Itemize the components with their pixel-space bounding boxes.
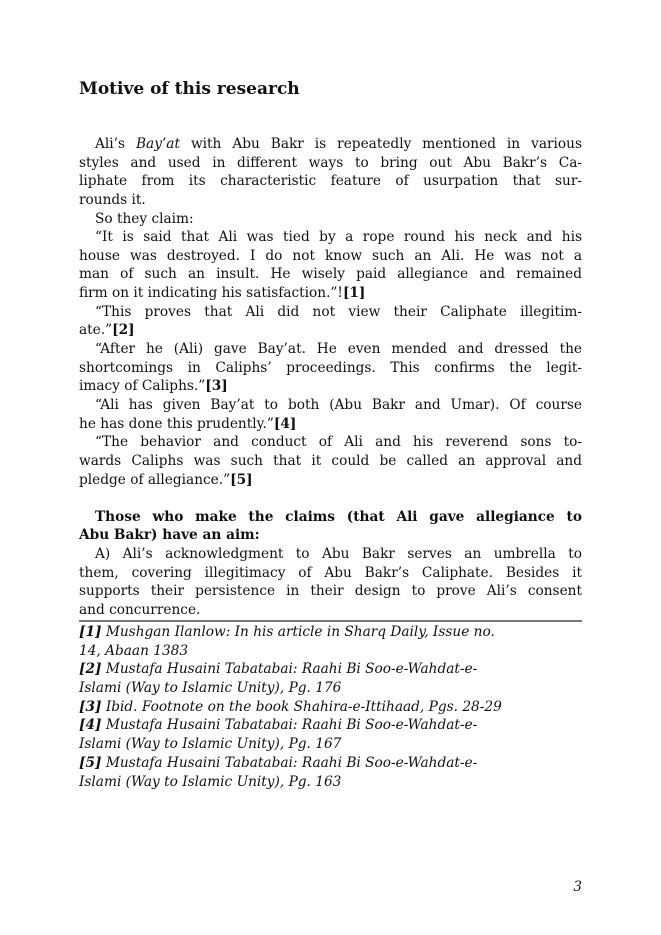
text-line (79, 508, 582, 527)
footnote-text: Islami (Way to Islamic Unity), Pg. 176 (79, 680, 342, 697)
page-number: 3 (573, 879, 582, 895)
text-segment: liphate from its characteristic feature of usurpation that sur- (79, 173, 582, 190)
text-segment: wards Caliphs was such that it could be called an approval and (79, 452, 582, 469)
footnote-text: 14, Abaan 1383 (79, 642, 189, 659)
footnote-line (79, 735, 582, 754)
footnote-number: [1] (79, 624, 102, 640)
text-segment: them, covering illegitimacy of Abu Bakr’s Caliphate. Besides it (79, 564, 582, 581)
italic-term: Bay’at (136, 136, 180, 152)
text-line (79, 526, 582, 545)
text-line (79, 415, 582, 434)
text-segment: styles and used in different ways to bring out Abu Bakr’s Ca- (79, 154, 582, 171)
text-line (79, 265, 582, 284)
text-line (79, 433, 582, 452)
text-segment: man of such an insult. He wisely paid allegiance and remained (79, 266, 582, 283)
footnote (79, 623, 582, 660)
text-line (79, 284, 582, 303)
footnote-ref: [1] (342, 285, 366, 302)
text-segment: Abu Bakr) have an aim: (79, 527, 260, 544)
text-line (79, 191, 582, 210)
footnote-text: Islami (Way to Islamic Unity), Pg. 163 (79, 773, 342, 790)
footnote (79, 698, 582, 717)
text-line (79, 359, 582, 378)
paragraph (79, 433, 582, 489)
footnote-divider (79, 620, 582, 622)
text-line (79, 321, 582, 340)
text-segment: “The behavior and conduct of Ali and his reverend sons to- (95, 434, 582, 451)
footnote-ref: [4] (273, 415, 297, 432)
text-segment: with Abu Bakr is repeatedly mentioned in various (179, 136, 582, 152)
footnote-line (79, 679, 582, 698)
text-segment: So they claim: (95, 210, 194, 227)
footnote-line (79, 698, 582, 717)
text-line (79, 340, 582, 359)
text-line (79, 228, 582, 247)
paragraph (79, 340, 582, 396)
footnote (79, 754, 582, 791)
footnote-number: [2] (79, 661, 102, 678)
footnote-text: Mustafa Husaini Tabatabai: Raahi Bi Soo-e-Wahdat-e- (101, 717, 478, 734)
text-line (79, 377, 582, 396)
text-segment: firm on it indicating his satisfaction.”! (79, 285, 343, 302)
text-segment: rounds it. (79, 191, 146, 208)
text-segment: imacy of Caliphs.” (79, 378, 206, 395)
text-segment: Those who make the claims (that Ali gave allegiance to (95, 508, 582, 525)
paragraph (79, 135, 582, 210)
paragraph (79, 210, 582, 229)
body-text (79, 135, 582, 620)
text-line (79, 582, 582, 601)
footnote-text: Ibid. Footnote on the book Shahira-e-Ittihaad, Pgs. 28-29 (101, 698, 502, 715)
text-line (79, 247, 582, 266)
text-segment: “Ali has given Bay’at to both (Abu Bakr and Umar). Of course (95, 396, 582, 413)
text-line (79, 135, 582, 154)
text-line (79, 303, 582, 322)
footnote-line (79, 660, 582, 679)
text-segment: ate.” (79, 322, 113, 339)
text-segment: he has done this prudently.” (79, 415, 274, 432)
paragraph (79, 489, 582, 508)
text-segment: supports their persistence in their design to prove Ali’s consent (79, 583, 582, 600)
footnote-ref: [5] (230, 471, 253, 488)
text-segment: A) Ali’s acknowledgment to Abu Bakr serves an umbrella to (95, 546, 582, 563)
text-segment: pledge of allegiance.” (79, 471, 231, 488)
footnote-line (79, 773, 582, 792)
text-line (79, 545, 582, 564)
text-line (79, 172, 582, 191)
footnote-number: [5] (79, 754, 102, 771)
text-segment: “This proves that Ali did not view their Caliphate illegitim- (95, 303, 582, 320)
text-segment: house was destroyed. I do not know such an Ali. He was not a (79, 247, 582, 264)
blank-line (79, 489, 582, 508)
paragraph (79, 228, 582, 303)
footnote-line (79, 754, 582, 773)
text-line (79, 564, 582, 583)
bold-paragraph (79, 508, 582, 545)
text-segment: “It is said that Ali was tied by a rope round his neck and his (95, 229, 582, 246)
text-line (79, 396, 582, 415)
footnote-number: [4] (79, 717, 102, 734)
text-segment: and concurrence. (79, 602, 201, 619)
text-line (79, 154, 582, 173)
text-line (79, 210, 582, 229)
footnote-ref: [3] (205, 378, 228, 395)
text-line (79, 471, 582, 490)
text-segment: “After he (Ali) gave Bay’at. He even mended and dressed the (95, 341, 582, 358)
footnote-text: Mustafa Husaini Tabatabai: Raahi Bi Soo-e-Wahdat-e- (101, 661, 478, 678)
footnote (79, 660, 582, 697)
footnote-ref: [2] (112, 322, 135, 339)
text-line (79, 601, 582, 620)
footnote-line (79, 623, 582, 642)
footnotes (79, 623, 582, 791)
footnote-line (79, 642, 582, 661)
text-segment: shortcomings in Caliphs’ proceedings. This confirms the legit- (79, 359, 582, 376)
footnote-number: [3] (79, 698, 102, 715)
paragraph (79, 303, 582, 340)
footnote-line (79, 716, 582, 735)
section-title: Motive of this research (79, 79, 300, 99)
paragraph (79, 396, 582, 433)
text-line (79, 452, 582, 471)
paragraph (79, 545, 582, 620)
footnote-text: Islami (Way to Islamic Unity), Pg. 167 (79, 736, 342, 753)
footnote-text: Mustafa Husaini Tabatabai: Raahi Bi Soo-e-Wahdat-e- (101, 754, 478, 771)
footnote (79, 716, 582, 753)
text-segment: Ali’s (95, 136, 136, 152)
footnote-text: Mushgan Ilanlow: In his article in Sharq Daily, Issue no. (101, 624, 495, 640)
